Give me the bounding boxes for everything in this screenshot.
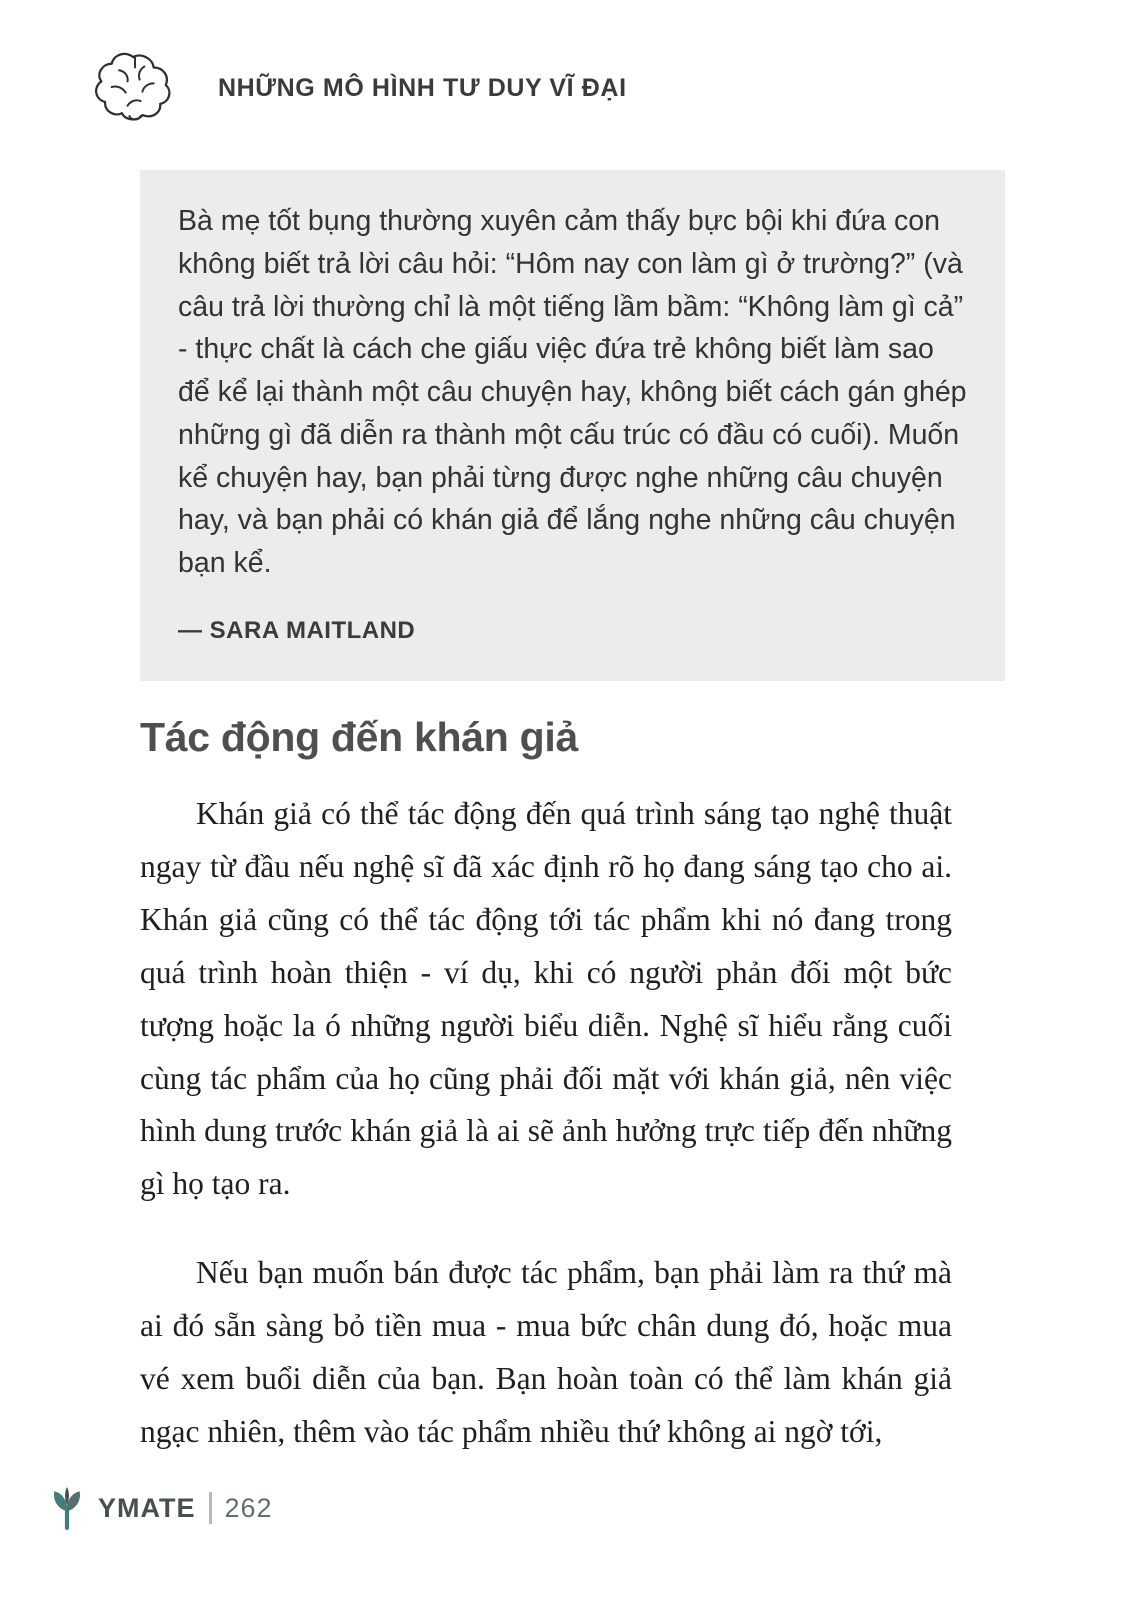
section-heading: Tác động đến khán giả [140,714,578,760]
page-footer [46,1486,273,1530]
page-number: 262 [224,1492,273,1523]
paragraph: Nếu bạn muốn bán được tác phẩm, bạn phải làm ra thứ mà ai đó sẵn sàng bỏ tiền mua - mua bức chân dung đó, hoặc mua vé xem buổi diễn của bạn. Bạn hoàn toàn có thể làm khán giả ngạc nhiên, thêm vào tác phẩm nhiều thứ không ai ngờ tới, [140,1255,952,1449]
quote-attribution: — SARA MAITLAND [178,616,416,644]
quote-block [140,170,1005,681]
brain-icon [88,46,182,130]
book-title: NHỮNG MÔ HÌNH TƯ DUY VĨ ĐẠI [218,73,627,102]
paragraph: Khán giả có thể tác động đến quá trình sáng tạo nghệ thuật ngay từ đầu nếu nghệ sĩ đã xác định rõ họ đang sáng tạo cho ai. Khán giả cũng có thể tác động tới tác phẩm khi nó đang trong quá trình hoàn thiện - ví dụ, khi có người phản đối một bức tượng hoặc la ó những người biểu diễn. Nghệ sĩ hiểu rằng cuối cùng tác phẩm của họ cũng phải đối mặt với khán giả, nên việc hình dung trước khán giả là ai sẽ ảnh hưởng trực tiếp đến những gì họ tạo ra. [140,796,952,1202]
quote-text: Bà mẹ tốt bụng thường xuyên cảm thấy bực bội khi đứa con không biết trả lời câu hỏi: “Hôm nay con làm gì ở trường?” (và câu trả lời thường chỉ là một tiếng lầm bầm: “Không làm gì cả” - thực chất là cách che giấu việc đứa trẻ không biết làm sao để kể lại thành một câu chuyện hay, không biết cách gán ghép những gì đã diễn ra thành một cấu trúc có đầu có cuối). Muốn kể chuyện hay, bạn phải từng được nghe những câu chuyện hay, và bạn phải có khán giả để lắng nghe những câu chuyện bạn kể. [178,205,967,579]
article-body [140,788,952,1495]
footer-divider [209,1492,212,1524]
footer-brand: YMATE [98,1492,196,1523]
ymate-logo-icon [46,1486,88,1530]
page-header [88,46,627,130]
